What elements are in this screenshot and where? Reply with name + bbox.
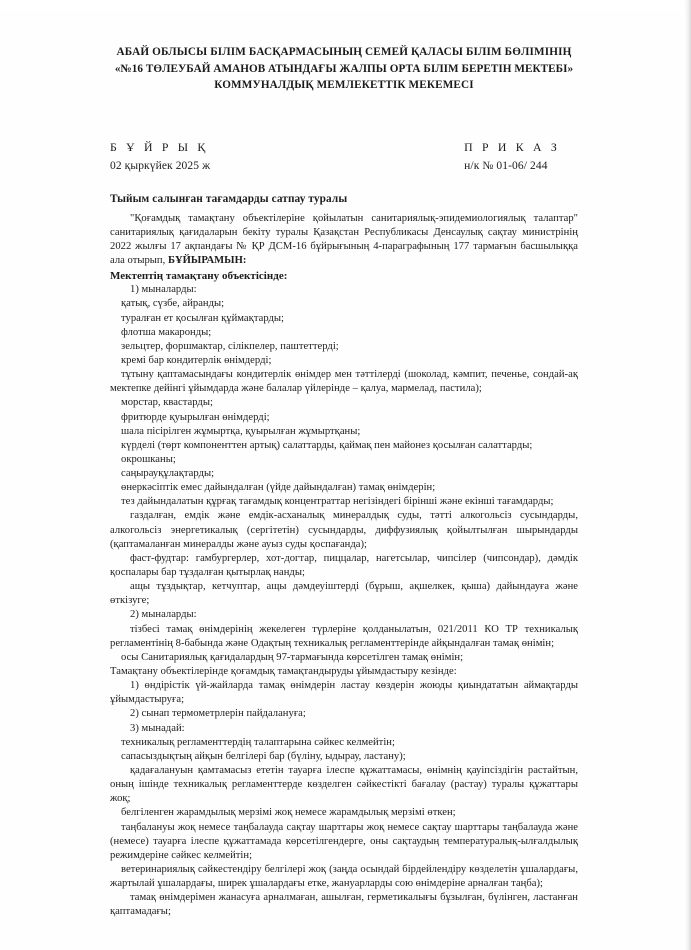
list-item: морстар, квастарды; xyxy=(121,397,213,409)
list-item: сапасыздықтың айқын белгілері бар (бүліну, ыдырау, ластану); xyxy=(121,750,406,762)
letterhead xyxy=(110,44,578,94)
list-item: 1) өндірістік үй-жайларда тамақ өнімдерін ластау көздерін жоюды қиындататын аймақтарды ұйымдастыруға; xyxy=(110,680,578,706)
list-item: фритюрде қуырылған өнімдерді; xyxy=(121,411,270,423)
order-date: 02 қыркүйек 2025 ж xyxy=(110,159,211,172)
list-item: тез дайындалатын құрғақ тағамдық концентраттар негізіндегі бірінші және екінші тағамдарды; xyxy=(121,496,554,508)
list-item: 3) мынадай: xyxy=(130,722,185,734)
letterhead-line-1: АБАЙ ОБЛЫСЫ БІЛІМ БАСҚАРМАСЫНЫҢ СЕМЕЙ ҚАЛАСЫ БІЛІМ БӨЛІМІНІҢ xyxy=(116,46,572,58)
list-item: 2) сынап термометрлерін пайдалануға; xyxy=(130,708,306,720)
preamble-order-word: БҰЙЫРАМЫН: xyxy=(167,255,247,267)
list-item: осы Санитариялық қағидалардың 97-тармағында көрсетілген тамақ өнімін; xyxy=(121,651,464,663)
order-title-kk: Б Ұ Й Р Ы Қ xyxy=(110,139,209,154)
list-item: фаст-фудтар: гамбургерлер, хот-догтар, пиццалар, нагетсылар, чипсілер (чипсондар), дәмдік қоспалары бар тұздалған қытырлақ нанды; xyxy=(110,552,578,579)
list-item: туралған ет қосылған құймақтарды; xyxy=(121,312,285,324)
section-1-heading: Мектептің тамақтану объектісінде: xyxy=(110,269,288,282)
list-item: тұтыну қаптамасындағы кондитерлік өнімдер мен тәттілерді (шоколад, кәмпит, печенье, сондай-ақ мектепке дейінгі ұйымдарда және балалар үйлерінде – қалуа, мармелад, пастила); xyxy=(110,369,578,395)
preamble-paragraph xyxy=(110,212,578,269)
list-item: окрошканы; xyxy=(121,453,176,465)
item-1-label: 1) мыналарды: xyxy=(130,284,197,296)
list-item: күрделі (төрт компоненттен артық) салаттарды, қаймақ пен майонез қосылған салаттарды; xyxy=(121,439,533,451)
list-item: қадағалануын қамтамасыз ететін тауарға ілеспе құжаттамасы, өнімнің қауіпсіздігін растайтын, оның ішінде техникалық регламенттерде көзделген сәйкестікті бағалау (растау) туралы құжаттары жоқ; xyxy=(110,765,578,805)
item-2-label: 2) мыналарды: xyxy=(130,609,197,621)
scan-edge-right xyxy=(684,0,691,950)
list-item: техникалық регламенттердің талаптарына сәйкес келмейтін; xyxy=(121,736,395,748)
order-title-ru: П Р И К А З xyxy=(464,139,560,154)
list-item: кремі бар кондитерлік өнімдерді; xyxy=(121,354,272,366)
order-number: н/к № 01-06/ 244 xyxy=(464,159,548,172)
list-item: тамақ өнімдерімен жанасуға арналмаған, ашылған, герметикалығы бұзылған, бүлінген, ластанған қаптамадағы; xyxy=(110,892,578,918)
section-2-heading: Тамақтану объектілерінде қоғамдық тамақтандыруды ұйымдастыру кезінде: xyxy=(110,666,457,678)
list-item: таңбалануы жоқ немесе таңбалауда сақтау шарттары жоқ немесе сақтау шарттары таңбалауда және (немесе) тауарға ілеспе құжаттамада көрсетілгендерге, оны сақтаудың температуралық-ылғалдылық режимдеріне сәйкес келмейтін; xyxy=(110,821,578,861)
letterhead-line-2: «№16 ТӨЛЕУБАЙ АМАНОВ АТЫНДАҒЫ ЖАЛПЫ ОРТА БІЛІМ БЕРЕТІН МЕКТЕБІ» xyxy=(114,62,574,75)
order-header-left xyxy=(110,138,210,175)
list-item: флотша макаронды; xyxy=(121,326,212,338)
order-subject: Тыйым салынған тағамдарды сатпау туралы xyxy=(110,193,348,205)
preamble-text: "Қоғамдық тамақтану объектілеріне қойылатын санитариялық-эпидемиологиялық талаптар" санитариялық қағидаларын бекіту туралы Қазақстан Республикасы Денсаулық сақтау министрінің 2022 жылғы 17 ақпандағы № ҚР ДСМ-16 бұйрығының 4-параграфының 177 тармағын басшылыққа ала отырып, xyxy=(110,213,578,267)
list-item: тізбесі тамақ өнімдерінің жекелеген түрлеріне қолданылатын, 021/2011 КО ТР техникалық регламентінің 8-бабында және Одақтың техникалық регламенттерінде айқындалған тамақ өнімін; xyxy=(110,623,578,649)
list-item: өнеркәсіптік емес дайындалған (үйде дайындалған) тамақ өнімдерін; xyxy=(121,482,436,494)
document-content xyxy=(110,0,578,920)
list-item: белгіленген жарамдылық мерзімі жоқ немесе жарамдылық мерзімі өткен; xyxy=(121,807,456,819)
order-body xyxy=(110,212,578,920)
list-item: ветеринариялық сәйкестендіру белгілері жоқ (заңда осындай бірдейлендіру көзделетін ұшалардағы, жартылай ұшалардағы, ширек ұшалардағы етке, жануарларды сою өнімдеріне арналған таңба); xyxy=(110,864,578,890)
list-item: зельцтер, форшмактар, сілікпелер, паштеттерді; xyxy=(121,340,339,352)
list-item: газдалған, емдік және емдік-асханалық минералдық суды, тәтті алкогольсіз сусындарды, алкогольсіз энергетикалық (сергітетін) сусындарды, диффузиялық қойылтылған шырындарды (қаптамаланған минералды және ауыз суды қоспағанда); xyxy=(110,510,578,550)
list-item: ащы тұздықтар, кетчуптар, ащы дәмдеуіштерді (бұрыш, ақшелкек, қыша) дайындауға және өткізуге; xyxy=(110,581,578,607)
order-header-right xyxy=(464,138,578,175)
list-item: саңырауқұлақтарды; xyxy=(121,468,215,480)
order-header xyxy=(110,138,578,175)
list-item: қатық, сүзбе, айранды; xyxy=(121,298,225,310)
list-item: шала пісірілген жұмыртқа, қуырылған жұмыртқаны; xyxy=(121,425,361,437)
letterhead-line-3: КОММУНАЛДЫҚ МЕМЛЕКЕТТІК МЕКЕМЕСІ xyxy=(214,79,474,92)
